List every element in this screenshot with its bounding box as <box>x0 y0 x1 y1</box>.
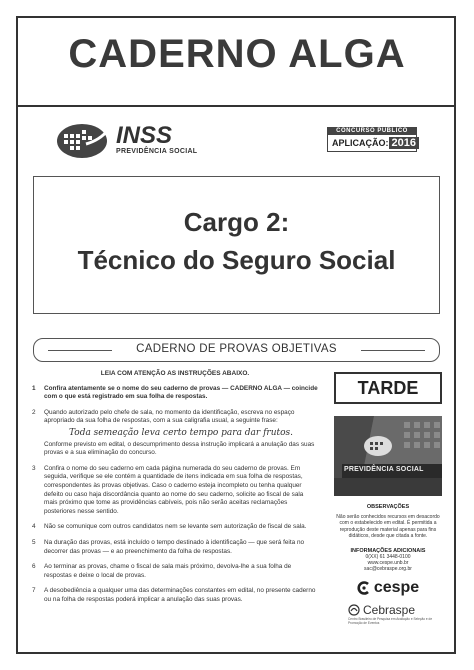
cebraspe-subtitle: Centro Brasileiro de Pesquisa em Avaliação e Seleção e de Promoção de Eventos <box>348 616 433 625</box>
observations-title: OBSERVAÇÕES <box>366 504 410 510</box>
instruction-item: 3 Confira o nome do seu caderno em cada página numerada do seu caderno de provas. Em seguida, verifique se ele contém a quantidade de itens indicada em sua folha de respostas, correspondentes às provas objetivas. Caso o caderno esteja incompleto ou tenha qualquer defeito ou caso haja discordância quanto ao nome do seu caderno, solicite ao fiscal de sala mais próximo que tome as providências cabíveis, pois não serão aceitas reclamações posteriores nesse sentido. <box>32 464 304 515</box>
building-photo <box>334 416 442 496</box>
badge-label: APLICAÇÃO: <box>332 138 389 148</box>
cebraspe-logo <box>334 603 442 617</box>
inss-subtitle: PREVIDÊNCIA SOCIAL <box>116 148 198 155</box>
inss-name: INSS <box>116 122 173 149</box>
cebraspe-mark-icon <box>348 604 360 616</box>
instruction-item: 1 Confira atentamente se o nome do seu caderno de provas — CADERNO ALGA — coincide com o que está registrado em sua folha de respostas. <box>32 384 318 401</box>
divider <box>18 105 454 107</box>
section-bar <box>33 338 440 362</box>
badge-top: CONCURSO PÚBLICO <box>327 127 417 135</box>
instruction-item: 4 Não se comunique com outros candidatos nem se levante sem autorização de fiscal de sala. <box>32 523 307 531</box>
photo-sign: PREVIDÊNCIA SOCIAL <box>344 466 424 473</box>
cespe-mark-icon <box>357 581 371 595</box>
cargo-number: Cargo 2: <box>183 207 290 237</box>
instructions-heading: LEIA COM ATENÇÃO AS INSTRUÇÕES ABAIXO. <box>100 370 250 377</box>
info-site[interactable]: www.cespe.unb.br <box>367 560 409 567</box>
caderno-title: CADERNO ALGA <box>68 32 406 76</box>
info-email[interactable]: sac@cebraspe.org.br <box>364 566 412 573</box>
instruction-note: Conforme previsto em edital, o descumprimento dessa instrução implicará a anulação das suas provas e a sua eliminação do concurso. <box>44 440 315 457</box>
inss-logo <box>56 122 206 162</box>
application-badge <box>327 127 417 153</box>
observations-text: Não serão conhecidos recursos em desacordo com o estabelecido em edital. É permitida a reprodução deste material apenas para fins didáticos, desde que citada a fonte. <box>336 514 440 540</box>
info-title: INFORMAÇÕES ADICIONAIS <box>350 547 426 554</box>
section-label: CADERNO DE PROVAS OBJETIVAS <box>136 343 337 355</box>
period-label: TARDE <box>334 372 442 404</box>
cespe-name: cespe <box>373 578 420 596</box>
sidebar <box>334 372 442 625</box>
info-phone: 0(XX) 61 3448-0100 <box>365 553 411 560</box>
cespe-logo <box>334 579 442 597</box>
cargo-name: Técnico do Seguro Social <box>77 245 396 275</box>
building-photo-image <box>334 416 442 496</box>
instruction-item: 7 A desobediência a qualquer uma das determinações constantes em edital, no presente caderno ou na folha de respostas poderá implicar a anulação das suas provas. <box>32 587 316 603</box>
instruction-item: 2 Quando autorizado pelo chefe de sala, no momento da identificação, escreva no espaço apropriado da sua folha de respostas, com a sua caligrafia usual, a seguinte frase: <box>32 408 295 425</box>
cebraspe-name: Cebraspe <box>363 602 416 617</box>
handwriting-phrase: Toda semeação leva certo tempo para dar frutos. <box>68 427 294 438</box>
inss-emblem-icon <box>56 122 112 160</box>
instructions <box>32 370 318 611</box>
instruction-item: 5 Na duração das provas, está incluído o tempo destinado à identificação — que será feita no decorrer das provas — e ao preenchimento da folha de respostas. <box>32 538 305 555</box>
instruction-item: 6 Ao terminar as provas, chame o fiscal de sala mais próximo, devolva-lhe a sua folha de respostas e deixe o local de provas. <box>32 563 292 579</box>
badge-year: 2016 <box>389 137 419 149</box>
cargo-box <box>33 176 440 314</box>
